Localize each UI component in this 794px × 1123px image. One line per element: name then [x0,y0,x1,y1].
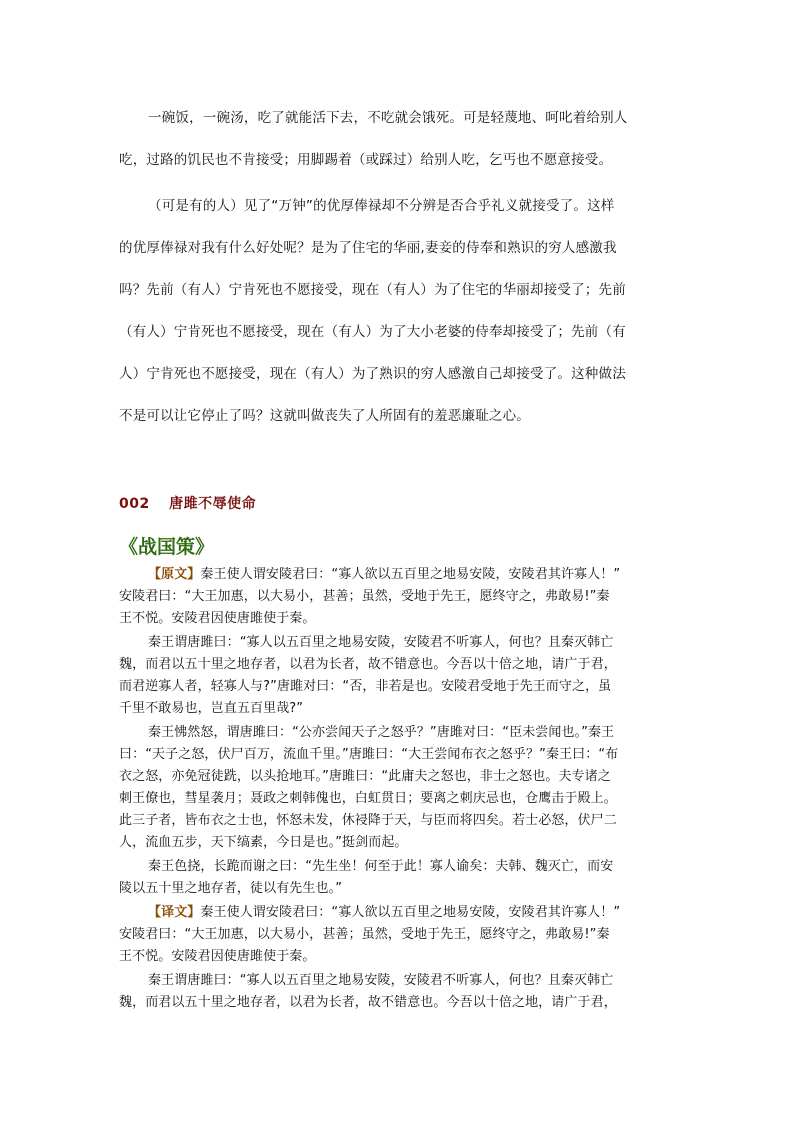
body-line: 曰：“天子之怒，伏尸百万，流血千里。”唐雎曰：“大王尝闻布衣之怒乎？”秦王曰：“布 [119,747,619,762]
book-title: 《战国策》 [119,536,215,558]
body-line: 秦王谓唐雎曰：“寡人以五百里之地易安陵，安陵君不听寡人，何也？且秦灭韩亡 [148,635,614,650]
text-line: （有人）宁肯死也不愿接受，现在（有人）为了大小老婆的侍奉却接受了；先前（有 [119,324,626,340]
body-line: 此三子者，皆布衣之士也，怀怒未发，休祲降于天，与臣而将四矣。若士必怒，伏尸二 [119,813,617,828]
section-title: 唐雎不辱使命 [169,496,257,512]
text-line: 吃，过路的饥民也不肯接受；用脚踢着（或踩过）给别人吃，乞丐也不愿意接受。 [119,152,613,168]
body-line: 秦王色挠，长跪而谢之曰：“先生坐！何至于此！寡人谕矣：夫韩、魏灭亡，而安 [148,859,614,874]
body-line: 王不悦。安陵君因使唐雎使于秦。 [119,611,316,626]
body-line: 王不悦。安陵君因使唐雎使于秦。 [119,949,316,964]
body-line: 秦王怫然怒，谓唐雎曰：“公亦尝闻天子之怒乎？”唐雎对曰：“臣未尝闻也。”秦王 [148,725,615,740]
text-line: 的优厚俸禄对我有什么好处呢？是为了住宅的华丽,妻妾的侍奉和熟识的穷人感激我 [119,240,617,256]
text-line: 一碗饭，一碗汤，吃了就能活下去，不吃就会饿死。可是轻蔑地、呵叱着给别人 [148,110,628,126]
text-line: （可是有的人）见了“万钟”的优厚俸禄却不分辨是否合乎礼义就接受了。这样 [148,198,615,214]
body-line: 人，流血五步，天下缟素，今日是也。”挺剑而起。 [119,835,408,850]
section-number: 002 [119,496,150,512]
body-line: 刺王僚也，彗星袭月；聂政之刺韩傀也，白虹贯日；要离之刺庆忌也，仓鹰击于殿上。 [119,791,617,806]
text-line: 人）宁肯死也不愿接受，现在（有人）为了熟识的穷人感激自己却接受了。这种做法 [119,366,626,382]
body-line: 【原文】秦王使人谓安陵君曰：“寡人欲以五百里之地易安陵，安陵君其许寡人！” [148,567,621,582]
body-line: 安陵君曰：“大王加惠，以大易小，甚善；虽然，受地于先王，愿终守之，弗敢易!”秦 [119,927,610,942]
body-line: 千里不敢易也，岂直五百里哉?” [119,701,304,716]
body-line: 陵以五十里之地存者，徒以有先生也。” [119,881,343,896]
body-line: 魏，而君以五十里之地存者，以君为长者，故不错意也。今吾以十倍之地，请广于君， [119,995,617,1010]
body-line: 安陵君曰：“大王加惠，以大易小，甚善；虽然，受地于先王，愿终守之，弗敢易!”秦 [119,589,610,604]
body-line: 秦王谓唐雎曰：“寡人以五百里之地易安陵，安陵君不听寡人，何也？且秦灭韩亡 [148,973,614,988]
text-line: 吗？先前（有人）宁肯死也不愿接受，现在（有人）为了住宅的华丽却接受了；先前 [119,282,626,298]
translation-tag: 【译文】 [148,905,201,920]
body-line: 魏，而君以五十里之地存者，以君为长者，故不错意也。今吾以十倍之地，请广于君， [119,657,617,672]
original-text-tag: 【原文】 [148,567,201,582]
body-line: 衣之怒，亦免冠徒跣，以头抢地耳。”唐雎曰：“此庸夫之怒也，非士之怒也。夫专诸之 [119,769,611,784]
body-line: 【译文】秦王使人谓安陵君曰：“寡人欲以五百里之地易安陵，安陵君其许寡人！” [148,905,621,920]
body-line: 而君逆寡人者，轻寡人与?”唐雎对曰：“否，非若是也。安陵君受地于先王而守之，虽 [119,679,612,694]
section-heading [119,493,256,513]
text-line: 不是可以让它停止了吗？这就叫做丧失了人所固有的羞恶廉耻之心。 [119,408,530,424]
